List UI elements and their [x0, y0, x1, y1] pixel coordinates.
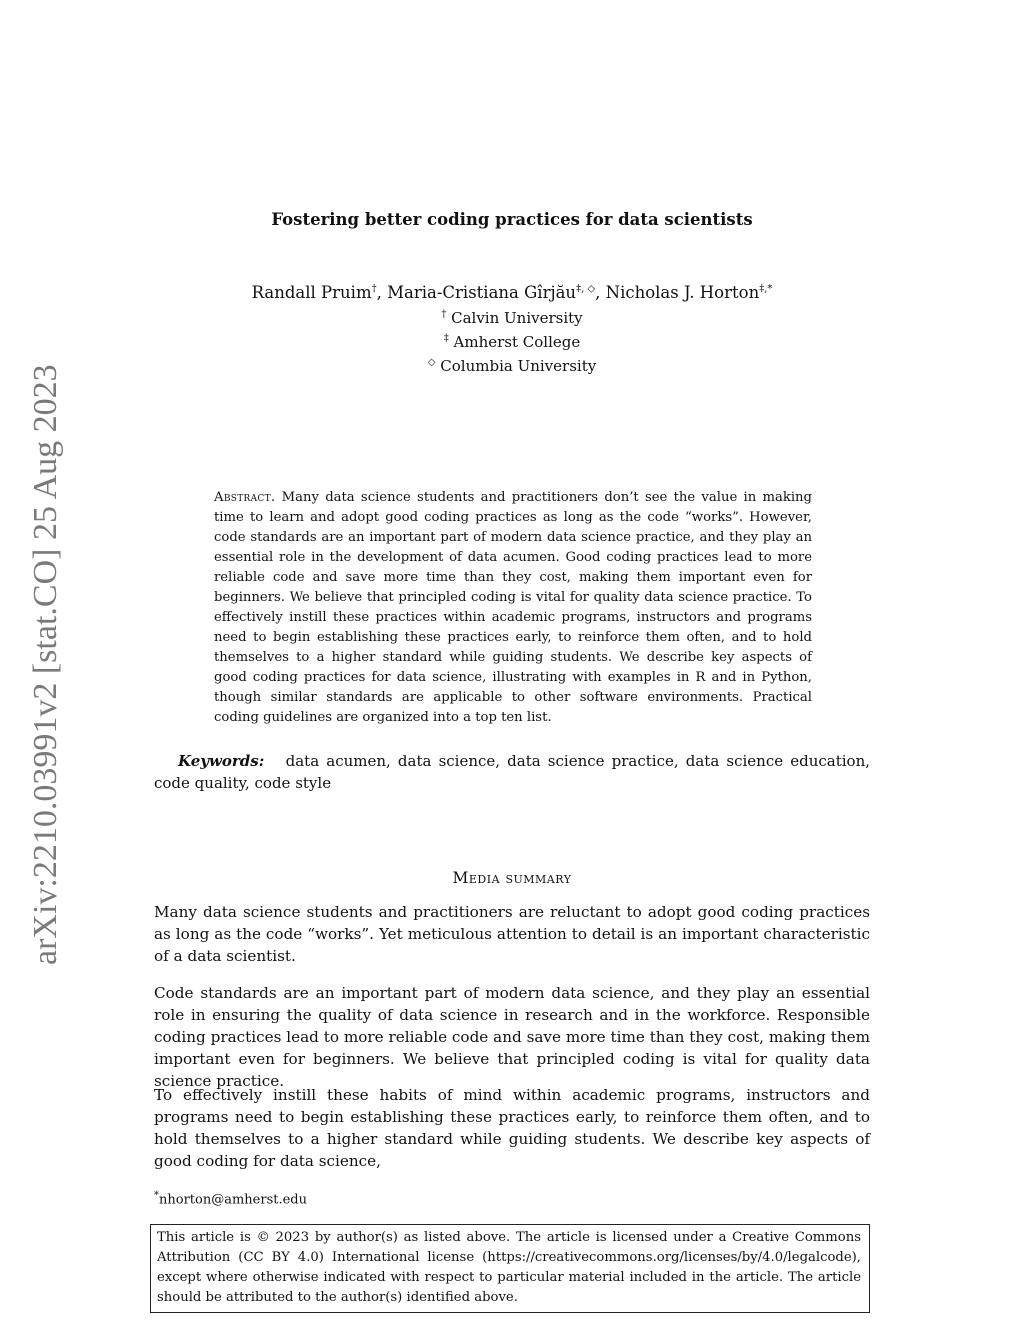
author-affiliation-marks: ‡, ◇: [576, 283, 596, 295]
affiliation-mark: ◇: [427, 357, 436, 368]
media-summary-paragraph: Many data science students and practitioners are reluctant to adopt good coding practices as long as the code “works”. Yet meticulous attention to detail is an important characteristic of a data scientist.: [154, 903, 870, 965]
arxiv-identifier-stamp: arXiv:2210.03991v2 [stat.CO] 25 Aug 2023: [27, 364, 64, 966]
affiliation-name: Columbia University: [440, 357, 597, 375]
author-affiliation-marks: ‡,*: [759, 283, 773, 295]
keywords-label: Keywords:: [178, 752, 265, 770]
abstract-text: Many data science students and practitioners don’t see the value in making time to learn and adopt good coding practices as long as the code “works”. However, code standards are an important part of modern data science practice, and they play an essential role in the development of data acumen. Good coding practices lead to more reliable code and save more time than they cost, making them important even for beginners. We believe that principled coding is vital for quality data science practice. To effectively instill these practices within academic programs, instructors and programs need to begin establishing these practices early, to reinforce them often, and to hold themselves to a higher standard while guiding students. We describe key aspects of good coding practices for data science, illustrating with examples in R and in Python, though similar standards are applicable to other software environments. Practical coding guidelines are organized into a top ten list.: [214, 490, 812, 725]
affiliation: [154, 333, 870, 351]
affiliation-mark: ‡: [443, 333, 449, 344]
keywords: [154, 750, 870, 794]
author-name: Nicholas J. Horton: [605, 283, 760, 302]
paper-title: Fostering better coding practices for data scientists: [271, 210, 753, 229]
author-list: Randall Pruim†, Maria-Cristiana Gîrjău‡, ◇, Nicholas J. Horton‡,*: [251, 283, 773, 302]
license-box: This article is © 2023 by author(s) as listed above. The article is licensed under a Creative Commons Attribution (CC BY 4.0) International license (https://creativecommons.org/licenses/by/4.0/legalcode), except where otherwise indicated with respect to particular material included in the article. The article should be attributed to the author(s) identified above.: [150, 1224, 870, 1313]
affiliation-name: Calvin University: [451, 309, 583, 327]
author-name: Maria-Cristiana Gîrjău: [387, 283, 577, 302]
affiliation-mark: †: [441, 309, 447, 320]
affiliation-name: Amherst College: [453, 333, 581, 351]
footnote-mark: *: [154, 1190, 159, 1201]
affiliation: [154, 309, 870, 327]
affiliation: [154, 357, 870, 375]
abstract: [214, 488, 812, 728]
media-summary-heading: Media summary: [452, 869, 572, 887]
footnote-email: nhorton@amherst.edu: [159, 1192, 307, 1208]
corresponding-author-footnote: [154, 1190, 307, 1207]
media-summary-paragraph: Code standards are an important part of modern data science, and they play an essential role in ensuring the quality of data science in research and in the workforce. Responsible coding practices lead to more reliable code and save more time than they cost, making them important even for beginners. We believe that principled coding is vital for quality data science practice.: [154, 984, 870, 1090]
author-name: Randall Pruim: [251, 283, 372, 302]
author-affiliation-marks: †: [371, 283, 377, 295]
media-summary-paragraph: To effectively instill these habits of mind within academic programs, instructors and programs need to begin establishing these practices early, to reinforce them often, and to hold themselves to a higher standard while guiding students. We describe key aspects of good coding for data science,: [154, 1086, 870, 1170]
abstract-label: Abstract.: [214, 490, 276, 505]
keywords-text: data acumen, data science, data science practice, data science education, code quality, code style: [154, 752, 870, 792]
